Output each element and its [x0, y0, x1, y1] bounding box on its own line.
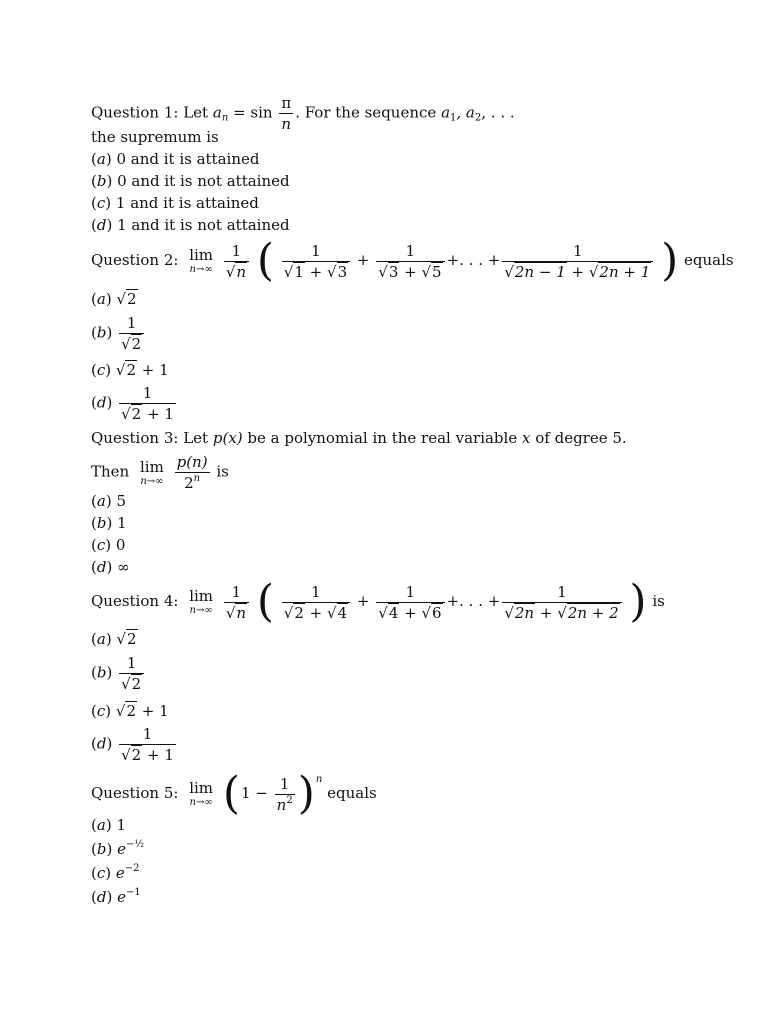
q5-option-c: (c) $e^{-2}$ — [91, 863, 140, 882]
q2-outer-num: 1 — [224, 241, 249, 262]
q1-text-let: Let — [183, 103, 209, 122]
q3-option-c-text: 0 — [115, 536, 126, 554]
q5-option-d-base: e — [117, 888, 126, 906]
q2-limit — [189, 247, 213, 275]
q2-option-c-rad: 2 — [126, 361, 136, 379]
q1-line2: the supremum is — [91, 128, 219, 146]
q4-option-a: (a) √2 — [91, 630, 137, 648]
q4-lim-sub: n→∞ — [189, 605, 213, 616]
q4-term-1-num: 1 — [282, 582, 350, 603]
q2-option-d-rad: 2 — [131, 405, 142, 423]
q5-option-d-letter: d — [96, 888, 107, 906]
q5-statement — [91, 768, 377, 819]
q3-option-b-text: 1 — [117, 514, 127, 532]
q4-term-2: $\frac{1}{√4 + √6}$ — [376, 582, 444, 623]
q3-option-a: (a) 5 — [91, 492, 126, 510]
q5-tail: equals — [327, 784, 377, 802]
q5-option-d: (d) $e^{-1}$ — [91, 887, 141, 906]
q2-option-d: (d) $\frac{1}{√2 + 1}$ — [91, 384, 174, 423]
q4-right-paren: ) — [629, 576, 647, 627]
q1-option-d-letter: d — [96, 216, 107, 234]
q1-n: n — [281, 115, 292, 133]
q1-seq-a1: a — [441, 103, 451, 122]
q5-right-paren: ) — [297, 768, 315, 819]
q1-seq-a2: , a — [456, 103, 475, 122]
q2-outer-fraction: $\frac{1}{√n}$ — [224, 241, 249, 282]
q2-option-c-rest: + 1 — [141, 361, 169, 379]
q4-term-1-rad-b: 4 — [337, 603, 348, 622]
q5-one-minus: 1 − — [240, 784, 268, 802]
q2-term-3-rad-a: 2n − 1 — [514, 262, 566, 281]
q3-option-a-text: 5 — [116, 492, 126, 510]
q2-option-b-rad: 2 — [131, 335, 142, 353]
q4-ellipsis: +. . . + — [446, 592, 501, 610]
q2-term-2: $\frac{1}{√3 + √5}$ — [376, 241, 444, 282]
q2-label: Question 2: — [91, 251, 179, 269]
q4-term-1-rad-a: 2 — [294, 603, 304, 622]
q2-term-3-rad-b: 2n + 1 — [599, 262, 651, 281]
q4-outer-num: 1 — [224, 582, 249, 603]
q5-option-b-exp: −½ — [125, 839, 145, 850]
q2-option-b: (b) $\frac{1}{√2}$ — [91, 313, 146, 354]
q2-option-a-rad: 2 — [127, 290, 137, 308]
q4-term-2-rad-b: 6 — [432, 603, 442, 622]
q5-left-paren: ( — [222, 768, 240, 819]
q5-label: Question 5: — [91, 784, 179, 802]
q2-term-2-rad-b: 5 — [432, 262, 442, 281]
q1-seq-dots: , . . . — [481, 103, 515, 122]
q2-right-paren: ) — [661, 235, 679, 286]
q2-outer-rad: n — [236, 262, 247, 281]
q1-option-c: (c) 1 and it is attained — [91, 194, 259, 212]
q1-option-a: (a) 0 and it is attained — [91, 150, 260, 168]
q4-option-d-rest: + 1 — [146, 746, 174, 764]
q2-option-b-num: 1 — [119, 313, 144, 334]
q2-option-c-letter: c — [96, 361, 106, 379]
q1-pi: π — [281, 94, 292, 112]
q5-option-b-letter: b — [96, 840, 107, 858]
q3-option-d-text: ∞ — [117, 558, 130, 576]
q2-option-a: (a) √2 — [91, 290, 137, 308]
q4-tail: is — [652, 592, 665, 610]
q4-term-2-rad-a: 4 — [388, 603, 399, 622]
q2-left-paren: ( — [256, 235, 274, 286]
q4-term-3-num: 1 — [502, 582, 621, 603]
q5-fraction — [275, 774, 295, 815]
q5-exp: n — [315, 774, 323, 785]
q1-eq-sin: = sin — [233, 103, 273, 122]
q5-option-c-letter: c — [96, 864, 106, 882]
q2-term-1: $\frac{1}{√1 + √3}$ — [282, 241, 350, 282]
q3-text-let: Let — [183, 429, 209, 447]
q1-label: Question 1: — [91, 103, 179, 122]
q3-statement — [91, 429, 627, 447]
q2-plus: + — [356, 251, 370, 269]
q1-seq-sub1: 1 — [450, 112, 457, 124]
q1-option-a-letter: a — [96, 150, 106, 168]
q3-tail: is — [216, 462, 229, 481]
q2-option-c: (c) √2 + 1 — [91, 361, 169, 379]
q2-option-b-letter: b — [96, 323, 107, 342]
q3-fraction — [175, 452, 210, 493]
q5-option-b-base: e — [117, 840, 126, 858]
q2-term-1-rad-a: 1 — [294, 262, 304, 281]
q2-ellipsis: +. . . + — [446, 251, 501, 269]
q4-statement — [91, 576, 665, 627]
q4-option-c-letter: c — [96, 702, 106, 720]
q3-limit-line — [91, 452, 229, 493]
q2-option-d-num: 1 — [119, 383, 176, 404]
q2-lim-word: lim — [189, 246, 214, 264]
q2-term-1-num: 1 — [282, 241, 350, 262]
q1-var-a: a — [212, 103, 222, 122]
q1-option-d: (d) 1 and it is not attained — [91, 216, 290, 234]
q5-den-base: n — [276, 795, 287, 814]
q4-option-d: (d) $\frac{1}{√2 + 1}$ — [91, 725, 174, 764]
q3-num: p(n) — [176, 453, 208, 471]
q3-den-base: 2 — [184, 474, 194, 492]
q4-limit — [189, 588, 213, 616]
q4-option-d-num: 1 — [119, 724, 176, 745]
q2-term-2-num: 1 — [376, 241, 444, 262]
q4-option-b-num: 1 — [119, 653, 144, 674]
q3-option-c-letter: c — [96, 536, 106, 554]
q1-text-seq: . For the sequence — [295, 103, 437, 122]
q4-term-3: $\frac{1}{√2n + √2n + 2}$ — [502, 582, 621, 623]
q4-option-c-rad: 2 — [126, 702, 136, 720]
q3-text-degree: of degree 5. — [535, 429, 627, 447]
q3-option-a-letter: a — [96, 492, 106, 510]
q2-option-d-rest: + 1 — [146, 405, 174, 423]
q4-lim-word: lim — [189, 587, 214, 605]
q4-option-a-rad: 2 — [127, 630, 137, 648]
q5-lim-word: lim — [189, 779, 214, 797]
q4-option-a-letter: a — [96, 630, 106, 648]
q5-den-exp: 2 — [286, 794, 293, 806]
q4-option-b: (b) $\frac{1}{√2}$ — [91, 653, 146, 694]
q5-option-a-value: 1 — [116, 816, 126, 834]
q1-sub-n: n — [221, 112, 229, 124]
q1-option-b-text: 0 and it is not attained — [117, 172, 290, 190]
q4-plus: + — [356, 592, 370, 610]
q2-statement — [91, 235, 734, 286]
q3-limit — [140, 459, 164, 487]
q1-option-c-letter: c — [96, 194, 106, 212]
q1-option-d-text: 1 and it is not attained — [117, 216, 290, 234]
q4-option-c: (c) √2 + 1 — [91, 702, 169, 720]
q3-option-b-letter: b — [96, 514, 107, 532]
q4-option-b-letter: b — [96, 663, 107, 682]
q3-text-poly: be a polynomial in the real variable — [247, 429, 518, 447]
q2-term-2-rad-a: 3 — [388, 262, 399, 281]
q2-term-1-rad-b: 3 — [337, 262, 348, 281]
q4-outer-rad: n — [236, 603, 247, 622]
q3-option-d: (d) ∞ — [91, 558, 130, 576]
q5-option-a: (a) 1 — [91, 816, 126, 834]
q4-left-paren: ( — [256, 576, 274, 627]
q4-term-3-rad-a: 2n — [514, 603, 535, 622]
q3-x: x — [522, 429, 531, 447]
q4-option-d-letter: d — [96, 734, 107, 753]
q1-pi-over-n — [279, 93, 293, 134]
q2-tail: equals — [684, 251, 734, 269]
q5-option-c-exp: −2 — [124, 863, 140, 874]
q2-term-3: $\frac{1}{√2n - 1 + √2n + 1}$ — [502, 241, 653, 282]
q5-num: 1 — [275, 774, 295, 795]
q3-lim-word: lim — [139, 457, 164, 476]
q4-label: Question 4: — [91, 592, 179, 610]
q3-den-exp: n — [193, 473, 201, 484]
q4-option-d-rad: 2 — [131, 746, 142, 764]
q1-option-c-text: 1 and it is attained — [115, 194, 259, 212]
q2-lim-sub: n→∞ — [189, 264, 213, 275]
q4-option-c-rest: + 1 — [141, 702, 169, 720]
q4-outer-fraction: $\frac{1}{√n}$ — [224, 582, 249, 623]
q2-option-a-letter: a — [96, 290, 106, 308]
q3-option-b: (b) 1 — [91, 514, 127, 532]
q3-then: Then — [91, 462, 130, 481]
q5-option-a-letter: a — [96, 816, 106, 834]
q3-lim-sub: n→∞ — [140, 475, 164, 487]
q4-term-1: $\frac{1}{√2 + √4}$ — [282, 582, 350, 623]
q3-option-c: (c) 0 — [91, 536, 126, 554]
q1-option-b: (b) 0 and it is not attained — [91, 172, 290, 190]
q2-term-3-num: 1 — [502, 241, 653, 262]
q1-option-a-text: 0 and it is attained — [116, 150, 260, 168]
q5-option-d-exp: −1 — [125, 887, 141, 898]
q4-term-3-rad-b: 2n + 2 — [567, 603, 619, 622]
q3-px: p(x) — [212, 429, 243, 447]
q3-option-d-letter: d — [96, 558, 107, 576]
q1-option-b-letter: b — [96, 172, 107, 190]
q4-option-b-rad: 2 — [131, 675, 142, 693]
q1-seq-sub2: 2 — [474, 112, 482, 124]
q5-lim-sub: n→∞ — [189, 797, 213, 808]
q2-option-d-letter: d — [96, 393, 107, 412]
q5-limit — [189, 780, 213, 808]
q3-label: Question 3: — [91, 429, 179, 447]
q4-term-2-num: 1 — [376, 582, 444, 603]
q5-option-c-base: e — [115, 864, 125, 882]
q5-option-b: (b) $e^{-\frac{1}{2}}$ — [91, 839, 145, 858]
